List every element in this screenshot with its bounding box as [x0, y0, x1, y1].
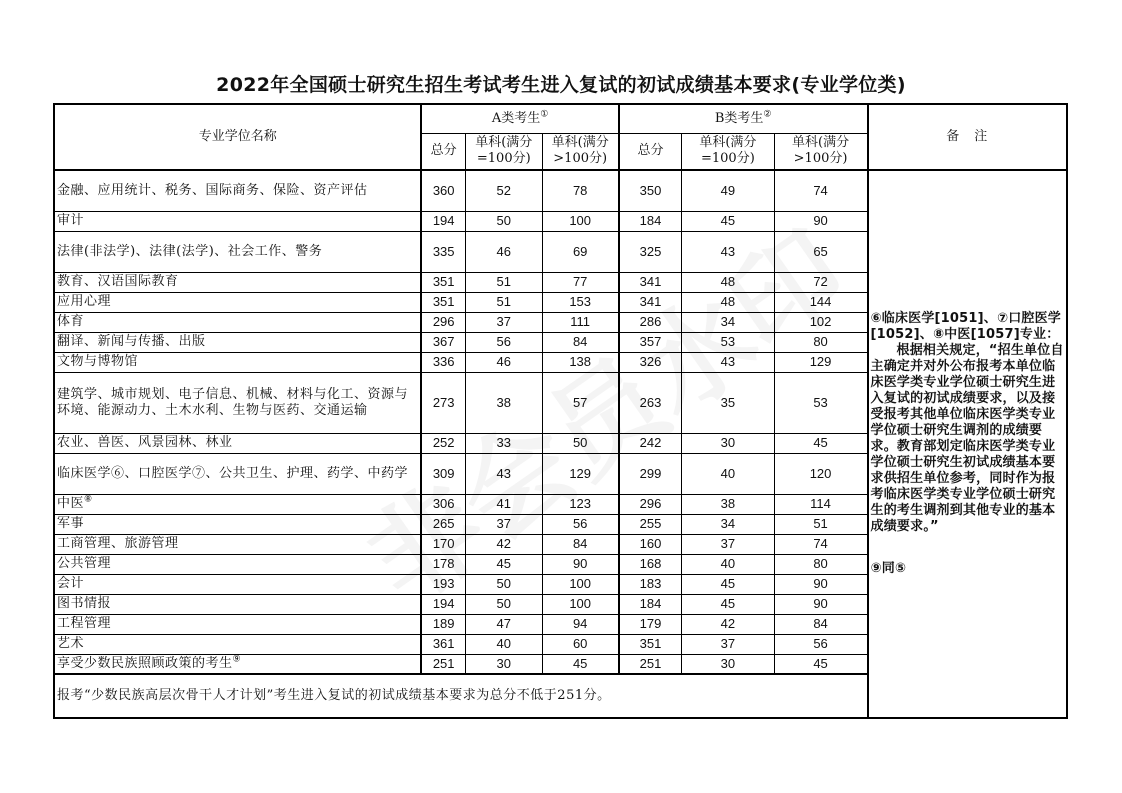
cell-a-single-100: 45 [465, 554, 542, 574]
cell-b-single-100: 37 [682, 634, 774, 654]
cell-b-total: 341 [619, 272, 682, 292]
cell-a-single-over100: 94 [542, 614, 619, 634]
cell-b-single-over100: 90 [774, 594, 867, 614]
cell-a-total: 178 [421, 554, 465, 574]
header-name-col: 专业学位名称 [54, 104, 421, 170]
header-group-a: A类考生① [421, 104, 618, 133]
cell-a-single-over100: 50 [542, 433, 619, 453]
row-name: 教育、汉语国际教育 [54, 272, 421, 292]
cell-b-single-over100: 56 [774, 634, 867, 654]
cell-b-single-over100: 80 [774, 332, 867, 352]
row-name: 工商管理、旅游管理 [54, 534, 421, 554]
cell-a-single-100: 50 [465, 594, 542, 614]
header-a-total: 总分 [421, 133, 465, 170]
cell-a-single-over100: 111 [542, 312, 619, 332]
cell-b-single-100: 40 [682, 453, 774, 494]
cell-b-single-100: 45 [682, 594, 774, 614]
cell-a-single-100: 46 [465, 352, 542, 372]
cell-a-single-100: 37 [465, 312, 542, 332]
row-name: 法律(非法学)、法律(法学)、社会工作、警务 [54, 231, 421, 272]
cell-a-single-100: 50 [465, 211, 542, 231]
cell-a-total: 193 [421, 574, 465, 594]
cell-a-single-100: 42 [465, 534, 542, 554]
cell-a-total: 194 [421, 211, 465, 231]
cell-b-single-100: 42 [682, 614, 774, 634]
remarks-notes [868, 170, 1067, 718]
cell-a-single-100: 56 [465, 332, 542, 352]
cell-a-single-over100: 100 [542, 594, 619, 614]
cell-a-single-over100: 57 [542, 372, 619, 433]
cell-b-total: 357 [619, 332, 682, 352]
cell-b-single-over100: 51 [774, 514, 867, 534]
cell-b-single-100: 43 [682, 352, 774, 372]
cell-b-single-over100: 84 [774, 614, 867, 634]
row-name: 农业、兽医、风景园林、林业 [54, 433, 421, 453]
note-paragraph: ⑥临床医学[1051]、⑦口腔医学[1052]、⑧中医[1057]专业： [870, 311, 1061, 342]
cell-a-total: 309 [421, 453, 465, 494]
header-row-1 [54, 104, 1067, 133]
row-name: 享受少数民族照顾政策的考生⑨ [54, 654, 421, 674]
cell-a-single-100: 37 [465, 514, 542, 534]
cell-b-total: 183 [619, 574, 682, 594]
cell-a-single-100: 51 [465, 292, 542, 312]
cell-b-single-100: 43 [682, 231, 774, 272]
cell-b-single-100: 37 [682, 534, 774, 554]
page-title: 2022年全国硕士研究生招生考试考生进入复试的初试成绩基本要求(专业学位类) [216, 74, 906, 96]
note-paragraph: ⑨同⑤ [870, 561, 907, 576]
cell-a-single-100: 50 [465, 574, 542, 594]
header-a-single-100: 单科(满分=100分) [465, 133, 542, 170]
cell-b-single-over100: 114 [774, 494, 867, 514]
cell-a-single-over100: 45 [542, 654, 619, 674]
cell-a-single-over100: 69 [542, 231, 619, 272]
cell-a-total: 306 [421, 494, 465, 514]
cell-a-single-over100: 138 [542, 352, 619, 372]
row-name: 应用心理 [54, 292, 421, 312]
cell-b-single-100: 45 [682, 211, 774, 231]
cell-b-single-over100: 45 [774, 654, 867, 674]
cell-b-total: 179 [619, 614, 682, 634]
cell-a-total: 296 [421, 312, 465, 332]
cell-a-total: 351 [421, 292, 465, 312]
row-name: 会计 [54, 574, 421, 594]
cell-a-single-over100: 153 [542, 292, 619, 312]
header-a-single-over100: 单科(满分>100分) [542, 133, 619, 170]
cell-a-total: 273 [421, 372, 465, 433]
cell-a-total: 360 [421, 170, 465, 211]
cell-b-single-100: 40 [682, 554, 774, 574]
cell-a-total: 251 [421, 654, 465, 674]
cell-b-single-100: 49 [682, 170, 774, 211]
cell-a-single-100: 47 [465, 614, 542, 634]
cell-b-single-over100: 90 [774, 574, 867, 594]
cell-a-single-over100: 100 [542, 574, 619, 594]
cell-b-single-100: 38 [682, 494, 774, 514]
cell-a-total: 265 [421, 514, 465, 534]
cell-b-total: 184 [619, 211, 682, 231]
cell-b-total: 299 [619, 453, 682, 494]
cell-b-total: 326 [619, 352, 682, 372]
cell-b-total: 160 [619, 534, 682, 554]
cell-b-single-100: 48 [682, 292, 774, 312]
score-table [53, 103, 1068, 719]
cell-b-single-100: 45 [682, 574, 774, 594]
cell-b-total: 286 [619, 312, 682, 332]
cell-b-single-100: 30 [682, 654, 774, 674]
cell-b-single-100: 48 [682, 272, 774, 292]
cell-a-single-over100: 56 [542, 514, 619, 534]
cell-b-total: 350 [619, 170, 682, 211]
cell-b-single-over100: 102 [774, 312, 867, 332]
cell-a-single-over100: 84 [542, 534, 619, 554]
row-name: 工程管理 [54, 614, 421, 634]
cell-a-single-100: 33 [465, 433, 542, 453]
cell-b-single-over100: 80 [774, 554, 867, 574]
cell-b-single-100: 34 [682, 312, 774, 332]
row-name: 临床医学⑥、口腔医学⑦、公共卫生、护理、药学、中药学 [54, 453, 421, 494]
cell-a-single-over100: 77 [542, 272, 619, 292]
footer-note: 报考“少数民族高层次骨干人才计划”考生进入复试的初试成绩基本要求为总分不低于251分。 [54, 674, 868, 718]
cell-b-single-over100: 129 [774, 352, 867, 372]
header-b-total: 总分 [619, 133, 682, 170]
row-name: 公共管理 [54, 554, 421, 574]
header-remarks: 备 注 [868, 104, 1067, 170]
cell-b-total: 325 [619, 231, 682, 272]
row-name: 翻译、新闻与传播、出版 [54, 332, 421, 352]
row-name: 艺术 [54, 634, 421, 654]
cell-a-single-100: 46 [465, 231, 542, 272]
cell-a-single-100: 41 [465, 494, 542, 514]
cell-a-total: 336 [421, 352, 465, 372]
cell-b-total: 251 [619, 654, 682, 674]
cell-a-total: 367 [421, 332, 465, 352]
cell-b-single-100: 35 [682, 372, 774, 433]
cell-b-total: 351 [619, 634, 682, 654]
cell-a-single-100: 30 [465, 654, 542, 674]
cell-b-single-over100: 65 [774, 231, 867, 272]
cell-b-single-over100: 53 [774, 372, 867, 433]
cell-b-single-over100: 144 [774, 292, 867, 312]
cell-a-total: 194 [421, 594, 465, 614]
row-name: 体育 [54, 312, 421, 332]
cell-a-single-100: 43 [465, 453, 542, 494]
cell-b-total: 184 [619, 594, 682, 614]
row-name: 审计 [54, 211, 421, 231]
cell-a-total: 252 [421, 433, 465, 453]
cell-b-single-over100: 74 [774, 170, 867, 211]
note-paragraph: 根据相关规定，“招生单位自主确定并对外公布报考本单位临床医学类专业学位硕士研究生进入复试的初试成绩要求，以及接受报考其他单位临床医学类专业学位硕士研究生调剂的成绩要求。教育部划定临床医学类专业学位硕士研究生初试成绩基本要求供招生单位参考，同时作为报考临床医学类专业学位硕士研究生的考生调剂到其他专业的基本成绩要求。” [870, 343, 1064, 534]
header-b-single-100: 单科(满分=100分) [682, 133, 774, 170]
cell-a-single-over100: 129 [542, 453, 619, 494]
cell-a-single-over100: 90 [542, 554, 619, 574]
cell-a-single-over100: 100 [542, 211, 619, 231]
cell-b-total: 242 [619, 433, 682, 453]
row-name: 图书情报 [54, 594, 421, 614]
cell-a-single-100: 52 [465, 170, 542, 211]
cell-a-single-100: 51 [465, 272, 542, 292]
cell-a-single-over100: 78 [542, 170, 619, 211]
cell-b-total: 168 [619, 554, 682, 574]
row-name: 文物与博物馆 [54, 352, 421, 372]
cell-a-total: 189 [421, 614, 465, 634]
cell-a-single-over100: 84 [542, 332, 619, 352]
cell-b-single-over100: 45 [774, 433, 867, 453]
cell-b-single-100: 34 [682, 514, 774, 534]
row-name: 中医⑧ [54, 494, 421, 514]
cell-b-total: 296 [619, 494, 682, 514]
header-b-single-over100: 单科(满分>100分) [774, 133, 867, 170]
cell-b-total: 263 [619, 372, 682, 433]
table-row [54, 170, 1067, 211]
cell-b-single-over100: 120 [774, 453, 867, 494]
cell-b-total: 255 [619, 514, 682, 534]
header-group-b: B类考生② [619, 104, 868, 133]
cell-a-single-100: 40 [465, 634, 542, 654]
cell-a-total: 170 [421, 534, 465, 554]
cell-b-single-100: 30 [682, 433, 774, 453]
row-name: 建筑学、城市规划、电子信息、机械、材料与化工、资源与环境、能源动力、土木水利、生物与医药、交通运输 [54, 372, 421, 433]
cell-b-single-100: 53 [682, 332, 774, 352]
cell-a-single-100: 38 [465, 372, 542, 433]
cell-a-total: 361 [421, 634, 465, 654]
cell-b-single-over100: 72 [774, 272, 867, 292]
row-name: 军事 [54, 514, 421, 534]
cell-a-single-over100: 123 [542, 494, 619, 514]
cell-b-single-over100: 90 [774, 211, 867, 231]
cell-a-single-over100: 60 [542, 634, 619, 654]
cell-b-total: 341 [619, 292, 682, 312]
row-name: 金融、应用统计、税务、国际商务、保险、资产评估 [54, 170, 421, 211]
cell-a-total: 351 [421, 272, 465, 292]
cell-b-single-over100: 74 [774, 534, 867, 554]
cell-a-total: 335 [421, 231, 465, 272]
